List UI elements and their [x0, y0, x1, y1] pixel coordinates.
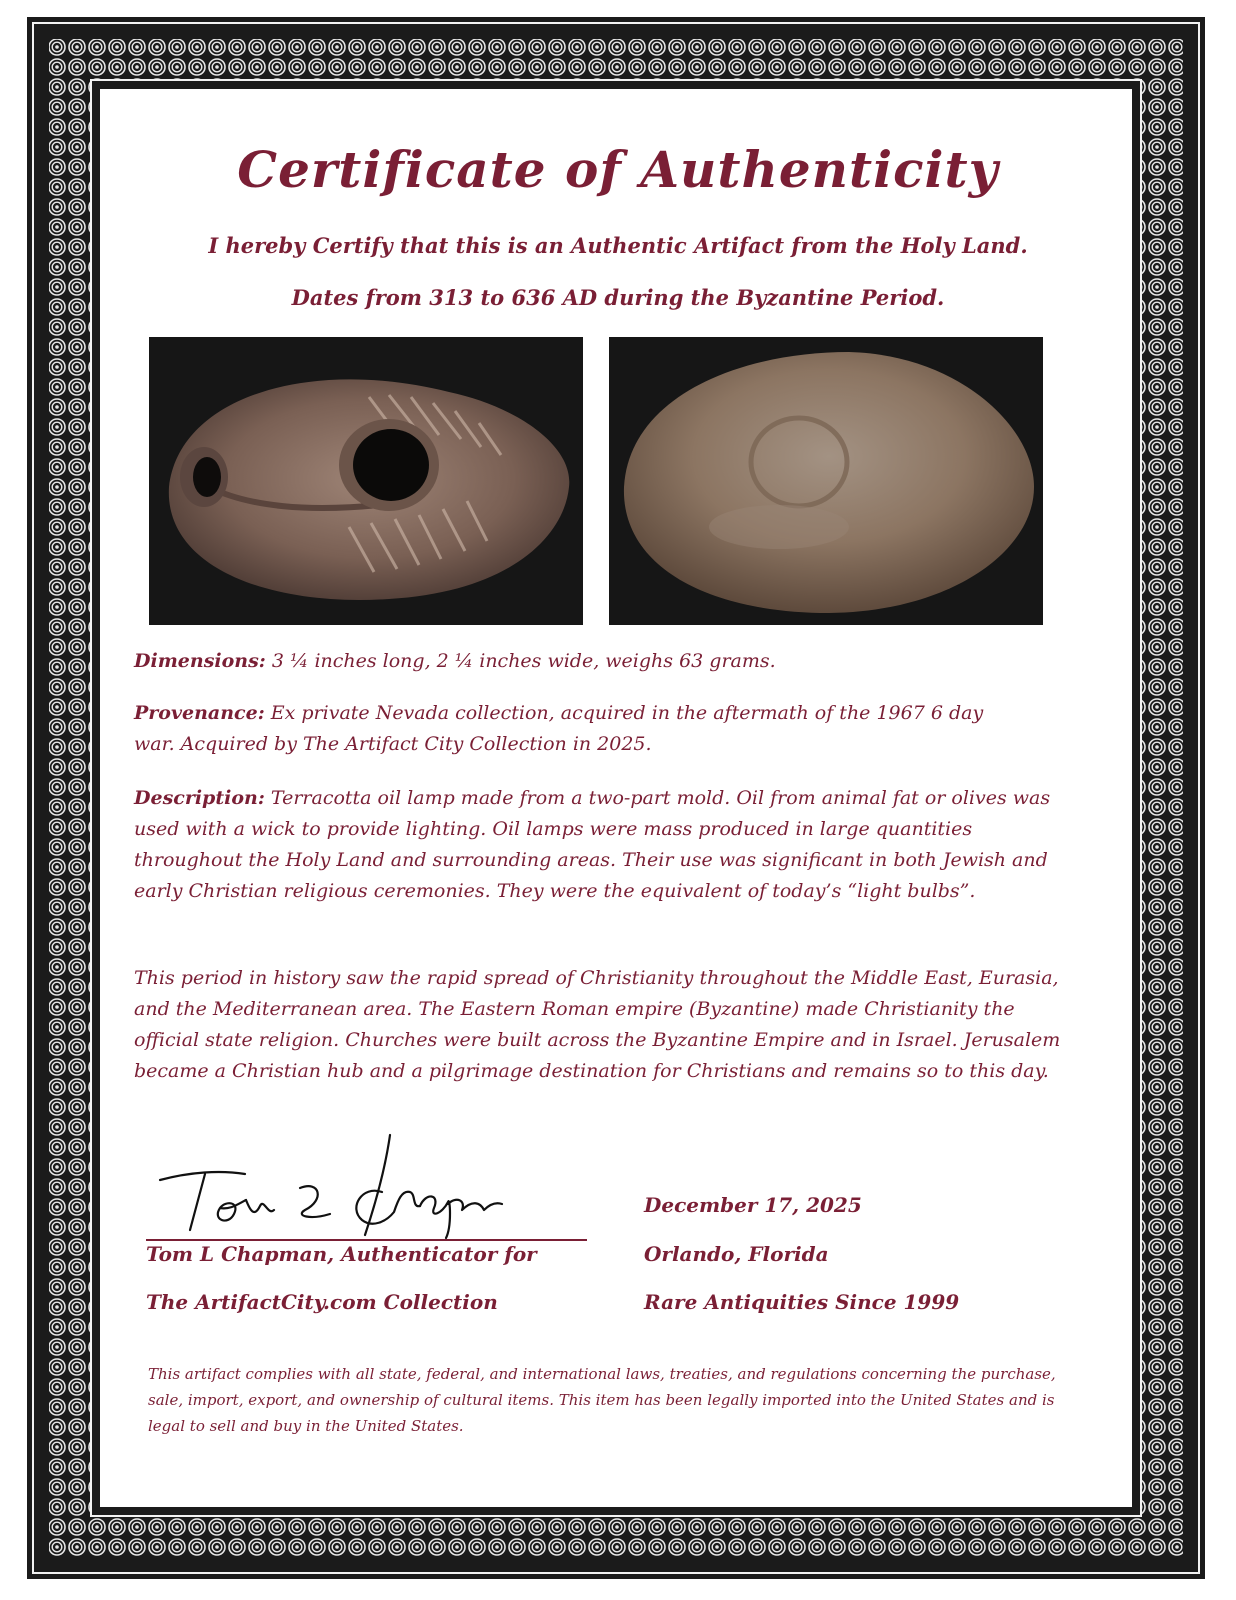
signer-name: Tom L Chapman, Authenticator for: [146, 1242, 537, 1266]
dimensions-text: 3 ¼ inches long, 2 ¼ inches wide, weighs 63 grams.: [271, 650, 776, 672]
certificate-date: December 17, 2025: [644, 1193, 862, 1217]
company-tagline: Rare Antiquities Since 1999: [644, 1290, 960, 1314]
dimensions-label: Dimensions:: [134, 650, 266, 672]
provenance-text: Ex private Nevada collection, acquired in the aftermath of the 1967 6 day war. Acquired by The Artifact City Collection in 2025.: [134, 702, 984, 755]
dimensions-paragraph: [134, 646, 1064, 677]
description-label: Description:: [134, 787, 265, 809]
legal-disclaimer: This artifact complies with all state, federal, and international laws, treaties, and regulations concerning the purchase, sale, import, export, and ownership of cultural items. This item has been legally imported into the United States and is legal to sell and buy in the United States.: [148, 1365, 1056, 1435]
description-paragraph: [134, 783, 1054, 907]
certificate-location: Orlando, Florida: [644, 1242, 829, 1266]
signer-organization: The ArtifactCity.com Collection: [146, 1290, 498, 1314]
certify-statement: I hereby Certify that this is an Authentic Artifact from the Holy Land.: [208, 233, 1028, 258]
description-text: Terracotta oil lamp made from a two-part mold. Oil from animal fat or olives was used with a wick to provide lighting. Oil lamps were mass produced in large quantities throughout the Holy Land and surrounding areas. Their use was significant in both Jewish and early Christian religious ceremonies. They were the equivalent of today’s “light bulbs”.: [134, 787, 1051, 902]
date-range-statement: Dates from 313 to 636 AD during the Byzantine Period.: [291, 285, 945, 310]
provenance-label: Provenance:: [134, 702, 265, 724]
lamp-bottom-photo: [609, 337, 1043, 625]
history-paragraph: This period in history saw the rapid spread of Christianity throughout the Middle East, Eurasia, and the Mediterranean area. The Eastern Roman empire (Byzantine) made Christianity the official state religion. Churches were built across the Byzantine Empire and in Israel. Jerusalem became a Christian hub and a pilgrimage destination for Christians and remains so to this day.: [134, 967, 1061, 1082]
lamp-top-photo: [149, 337, 583, 625]
certificate-title: Certificate of Authenticity: [237, 140, 999, 199]
signature-line: [146, 1239, 587, 1241]
handwritten-signature: [150, 1130, 510, 1240]
provenance-paragraph: [134, 698, 1024, 760]
